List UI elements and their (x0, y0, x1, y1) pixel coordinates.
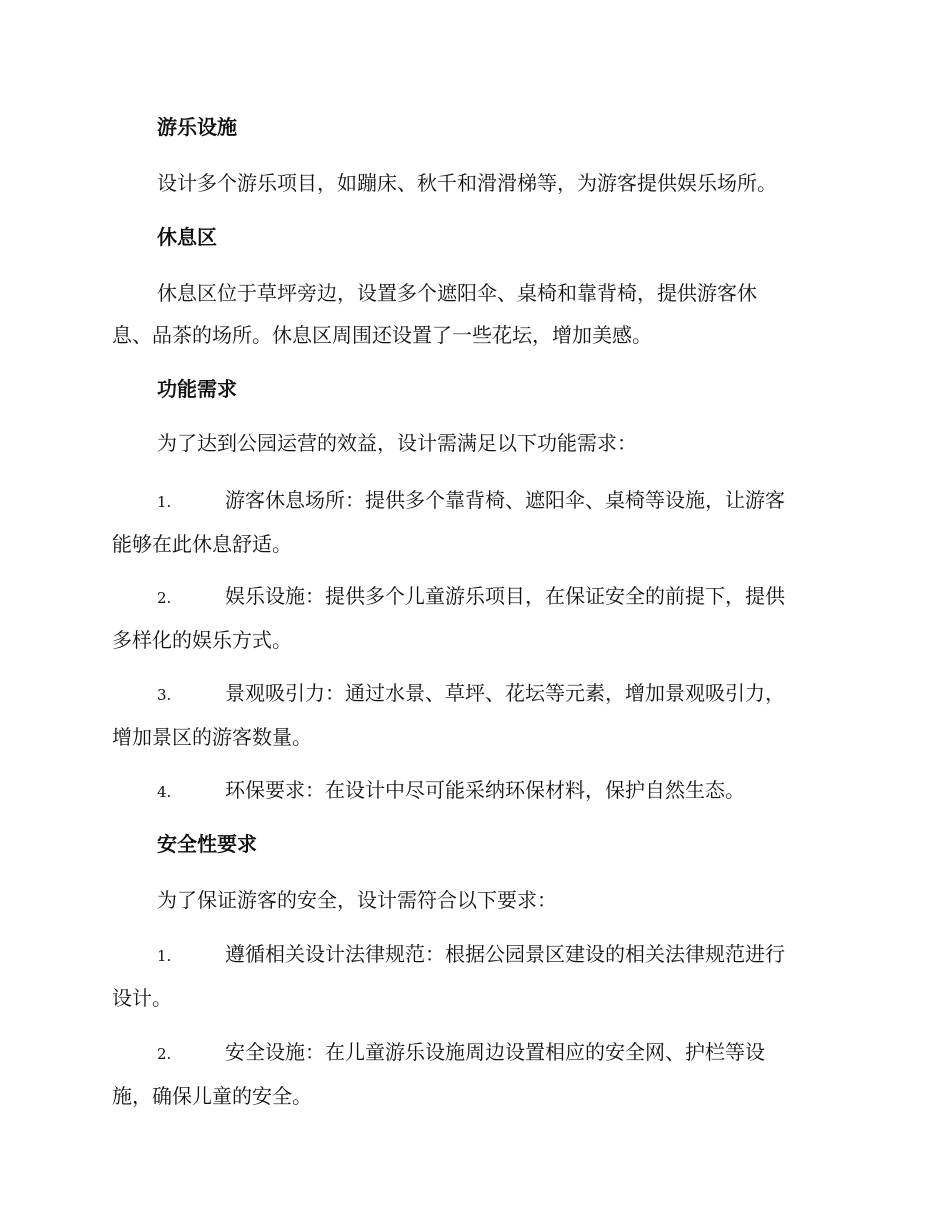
list-text-continued: 增加景区的游客数量。 (112, 725, 312, 749)
paragraph-line: 为了保证游客的安全，设计需符合以下要求： (157, 888, 557, 912)
heading-function-requirements: 功能需求 (157, 377, 237, 401)
paragraph-line: 为了达到公园运营的效益，设计需满足以下功能需求： (157, 431, 637, 455)
list-text: 遵循相关设计法律规范：根据公园景区建设的相关法律规范进行 (225, 942, 785, 966)
list-text-continued: 多样化的娱乐方式。 (112, 628, 292, 652)
list-text: 景观吸引力：通过水景、草坪、花坛等元素，增加景观吸引力， (225, 681, 785, 705)
list-text-continued: 能够在此休息舒适。 (112, 532, 292, 556)
paragraph-play-facilities (112, 162, 834, 204)
paragraph-line: 休息区位于草坪旁边，设置多个遮阳伞、桌椅和靠背椅，提供游客休 (157, 281, 757, 305)
list-number: 4. (157, 783, 172, 801)
list-text: 游客休息场所：提供多个靠背椅、遮阳伞、桌椅等设施，让游客 (225, 488, 785, 512)
list-number: 3. (157, 686, 172, 704)
list-item (112, 1028, 834, 1120)
list-number: 2. (157, 589, 172, 607)
list-number: 2. (157, 1045, 172, 1063)
list-item (112, 476, 834, 568)
list-text: 环保要求：在设计中尽可能采纳环保材料，保护自然生态。 (225, 778, 745, 802)
paragraph-function-intro (112, 422, 834, 464)
list-item (112, 766, 834, 816)
paragraph-line: 设计多个游乐项目，如蹦床、秋千和滑滑梯等，为游客提供娱乐场所。 (157, 171, 777, 195)
list-item (112, 572, 834, 664)
paragraph-rest-area (112, 272, 834, 356)
paragraph-safety-intro (112, 879, 834, 921)
list-text: 娱乐设施：提供多个儿童游乐项目，在保证安全的前提下，提供 (225, 584, 785, 608)
list-text-continued: 设计。 (112, 986, 172, 1010)
heading-safety-requirements: 安全性要求 (157, 832, 257, 856)
list-number: 1. (157, 493, 172, 511)
list-text: 安全设施：在儿童游乐设施周边设置相应的安全网、护栏等设 (225, 1040, 765, 1064)
heading-rest-area: 休息区 (157, 225, 217, 249)
list-text-continued: 施，确保儿童的安全。 (112, 1084, 312, 1108)
heading-play-facilities: 游乐设施 (157, 115, 237, 139)
list-item (112, 930, 834, 1022)
paragraph-line: 息、品茶的场所。休息区周围还设置了一些花坛，增加美感。 (112, 323, 652, 347)
list-item (112, 669, 834, 761)
list-number: 1. (157, 947, 172, 965)
